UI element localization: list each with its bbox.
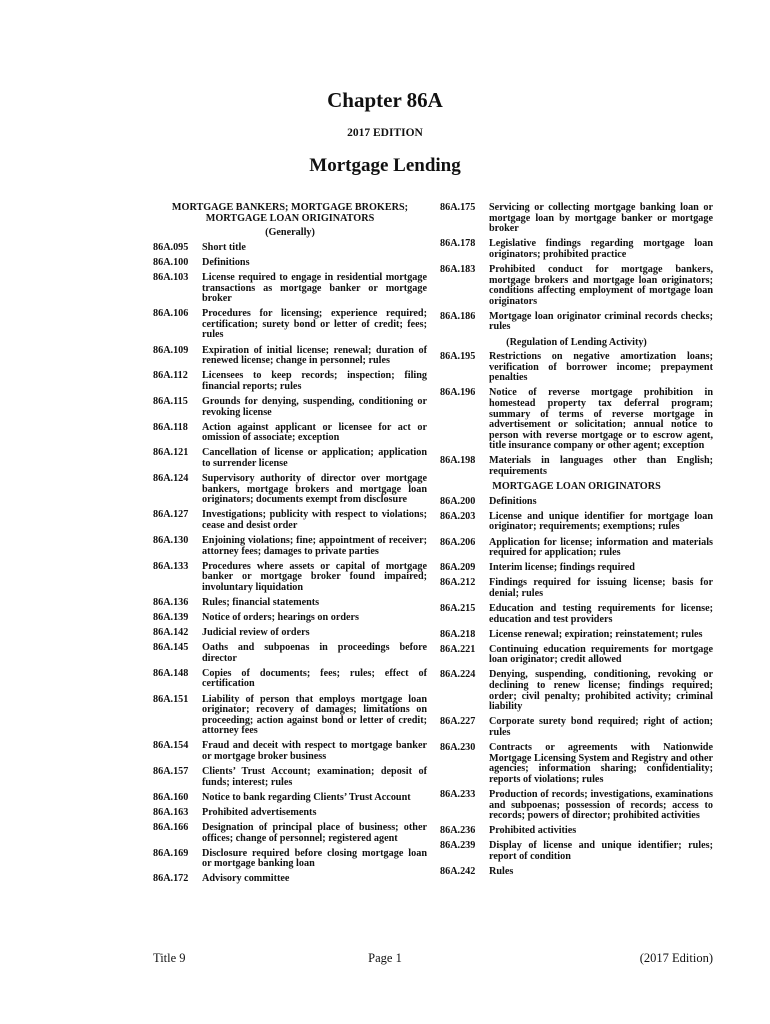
section-entry: [153, 423, 427, 444]
section-number: 86A.239: [440, 840, 476, 852]
section-entry: [440, 743, 713, 785]
section-entry: [440, 203, 713, 235]
section-number: 86A.145: [153, 642, 189, 654]
section-entry: [440, 867, 713, 878]
section-number: 86A.242: [440, 865, 476, 877]
section-entry: [153, 643, 427, 664]
section-title: Prohibited activities: [489, 825, 577, 837]
section-entry: [153, 793, 427, 804]
section-entry: [440, 312, 713, 333]
left-column: [153, 203, 427, 889]
section-number: 86A.195: [440, 351, 476, 363]
section-number: 86A.100: [153, 256, 189, 268]
section-title: Prohibited conduct for mortgage bankers, mortgage brokers and mortgage loan originators; conditions affecting employment of mortgage loan originators: [489, 263, 713, 307]
section-entry: [153, 823, 427, 844]
section-entry: [153, 243, 427, 254]
section-heading: MORTGAGE LOAN ORIGINATORS: [492, 481, 661, 493]
section-entry: [153, 273, 427, 305]
section-entry: [153, 598, 427, 609]
section-number: 86A.206: [440, 536, 476, 548]
section-title: Judicial review of orders: [202, 627, 310, 639]
section-number: 86A.227: [440, 716, 476, 728]
section-title: Liability of person that employs mortgage loan originator; recovery of damages; limitations on proceeding; action against bond or letter of credit; attorney fees: [202, 693, 427, 737]
section-title: Grounds for denying, suspending, conditioning or revoking license: [202, 395, 427, 418]
section-title: License and unique identifier for mortgage loan originator; requirements; exemptions; rules: [489, 510, 713, 533]
section-entry: [153, 258, 427, 269]
section-number: 86A.218: [440, 628, 476, 640]
section-entry: [440, 717, 713, 738]
section-title: Restrictions on negative amortization loans; verification of borrower income; prepayment penalties: [489, 351, 713, 384]
section-number: 86A.115: [153, 395, 188, 407]
section-number: 86A.154: [153, 740, 189, 752]
section-entry: [440, 497, 713, 508]
section-number: 86A.124: [153, 472, 189, 484]
section-number: 86A.200: [440, 495, 476, 507]
section-entry: [153, 628, 427, 639]
footer-edition: (2017 Edition): [639, 951, 713, 965]
section-title: Licensees to keep records; inspection; filing financial reports; rules: [202, 370, 427, 392]
section-title: Fraud and deceit with respect to mortgage banker or mortgage broker business: [202, 740, 427, 763]
section-number: 86A.160: [153, 791, 189, 803]
section-title: Enjoining violations; fine; appointment of receiver; attorney fees; damages to private parties: [202, 534, 427, 557]
section-entry: [153, 562, 427, 594]
section-entry: [440, 352, 713, 384]
section-entry: [153, 346, 427, 367]
section-title: Contracts or agreements with Nationwide Mortgage Licensing System and Registry and other agencies; information sharing; confidentiality; reports of violations; rules: [489, 742, 713, 785]
edition-label: 2017 EDITION: [347, 127, 423, 139]
section-title: Mortgage loan originator criminal records checks; rules: [489, 310, 713, 333]
section-title: Definitions: [489, 495, 537, 507]
section-title: Copies of documents; fees; rules; effect of certification: [202, 667, 427, 690]
section-number: 86A.236: [440, 825, 476, 837]
section-entry: [440, 670, 713, 712]
section-title: Rules: [489, 865, 514, 877]
section-entry: [153, 669, 427, 690]
section-entry: [440, 790, 713, 822]
section-title: Education and testing requirements for license; education and test providers: [489, 603, 713, 625]
footer-title: Title 9: [153, 951, 186, 965]
section-title: Notice of reverse mortgage prohibition in homestead property tax deferral program; summary of terms of reverse mortgage in advertisement or solicitation; annual notice to person with reverse mortgage or to escrow agent, title insurance company or other agent; exception: [489, 387, 713, 452]
section-title: Procedures where assets or capital of mortgage banker or mortgage broker found impaired; involuntary liquidation: [202, 560, 427, 593]
section-entry: [440, 826, 713, 837]
section-entry: [153, 808, 427, 819]
section-title: Disclosure required before closing mortgage loan or mortgage banking loan: [202, 847, 427, 870]
section-number: 86A.175: [440, 202, 476, 213]
section-number: 86A.151: [153, 693, 189, 705]
footer-page-number: Page 1: [368, 951, 402, 965]
right-column: [440, 203, 713, 882]
right-entry-list-b: [440, 352, 713, 478]
section-title: Application for license; information and materials required for application; rules: [489, 536, 713, 559]
section-title: Investigations; publicity with respect to violations; cease and desist order: [202, 509, 427, 531]
section-number: 86A.103: [153, 271, 189, 283]
section-entry: [153, 849, 427, 870]
section-entry: [153, 767, 427, 788]
section-title: Corporate surety bond required; right of action; rules: [489, 716, 713, 738]
section-number: 86A.112: [153, 370, 188, 382]
section-number: 86A.230: [440, 742, 476, 754]
section-title: Expiration of initial license; renewal; duration of renewed license; change in personnel; rules: [202, 344, 427, 367]
section-entry: [153, 874, 427, 885]
section-entry: [440, 239, 713, 260]
section-number: 86A.109: [153, 344, 189, 356]
section-number: 86A.166: [153, 822, 189, 833]
section-title: Short title: [202, 241, 246, 253]
section-title: Interim license; findings required: [489, 562, 635, 574]
section-entry: [153, 448, 427, 469]
section-number: 86A.221: [440, 643, 476, 655]
section-number: 86A.203: [440, 510, 476, 522]
section-entry: [153, 371, 427, 392]
section-entry: [153, 474, 427, 506]
section-title: License renewal; expiration; reinstatement; rules: [489, 628, 703, 640]
chapter-subject: Mortgage Lending: [309, 155, 461, 176]
section-entry: [153, 613, 427, 624]
section-title: Notice to bank regarding Clients’ Trust Account: [202, 791, 411, 803]
section-entry: [440, 645, 713, 666]
section-entry: [153, 397, 427, 418]
section-entry: [440, 538, 713, 559]
section-number: 86A.118: [153, 421, 188, 433]
section-number: 86A.139: [153, 612, 189, 623]
section-title: Procedures for licensing; experience required; certification; surety bond or letter of credit; fees; rules: [202, 308, 427, 341]
section-number: 86A.127: [153, 509, 189, 521]
chapter-title: Chapter 86A: [327, 88, 443, 112]
section-number: 86A.142: [153, 627, 189, 639]
section-title: Materials in languages other than English; requirements: [489, 455, 713, 478]
section-entry: [440, 456, 713, 477]
section-entry: [153, 309, 427, 341]
section-title: Findings required for issuing license; basis for denial; rules: [489, 577, 713, 599]
section-number: 86A.183: [440, 263, 476, 275]
section-number: 86A.157: [153, 766, 189, 778]
section-title: Clients’ Trust Account; examination; deposit of funds; interest; rules: [202, 766, 427, 788]
section-entry: [153, 536, 427, 557]
right-entry-list-a: [440, 203, 713, 333]
section-subheading: (Generally): [265, 227, 315, 239]
section-title: Servicing or collecting mortgage banking loan or mortgage loan by mortgage banker or mortgage broker: [489, 202, 713, 235]
section-number: 86A.148: [153, 667, 189, 679]
section-title: Legislative findings regarding mortgage loan originators; prohibited practice: [489, 238, 713, 260]
section-number: 86A.172: [153, 873, 189, 885]
section-number: 86A.233: [440, 788, 476, 800]
section-title: Rules; financial statements: [202, 596, 320, 608]
section-entry: [440, 265, 713, 307]
section-title: Advisory committee: [202, 873, 290, 885]
section-entry: [440, 388, 713, 452]
section-number: 86A.198: [440, 455, 476, 467]
section-title: Supervisory authority of director over mortgage bankers, mortgage brokers and mortgage loan originators; documents exempt from disclosure: [202, 472, 427, 506]
section-entry: [153, 695, 427, 737]
section-title: Cancellation of license or application; application to surrender license: [202, 447, 427, 469]
section-number: 86A.224: [440, 669, 476, 681]
section-number: 86A.169: [153, 847, 189, 859]
section-heading: MORTGAGE BANKERS; MORTGAGE BROKERS; MORTGAGE LOAN ORIGINATORS: [171, 202, 409, 224]
section-number: 86A.163: [153, 806, 189, 818]
section-entry: [153, 741, 427, 762]
section-entry: [440, 512, 713, 533]
section-number: 86A.209: [440, 562, 476, 574]
section-entry: [440, 563, 713, 574]
section-title: License required to engage in residential mortgage transactions as mortgage banker or mortgage broker: [202, 271, 427, 305]
left-entry-list: [153, 243, 427, 885]
section-entry: [440, 841, 713, 862]
section-entry: [440, 630, 713, 641]
section-title: Definitions: [202, 256, 250, 268]
section-number: 86A.186: [440, 310, 476, 322]
section-title: Continuing education requirements for mortgage loan originator; credit allowed: [489, 643, 713, 666]
section-title: Designation of principal place of business; other offices; change of personnel; registered agent: [202, 822, 427, 844]
section-number: 86A.121: [153, 447, 189, 459]
section-subheading: (Regulation of Lending Activity): [506, 336, 647, 348]
section-number: 86A.178: [440, 238, 476, 250]
section-title: Production of records; investigations, examinations and subpoenas; possession of records; access to records; powers of director; prohibited activities: [489, 788, 713, 822]
section-number: 86A.215: [440, 603, 476, 614]
section-number: 86A.106: [153, 308, 189, 320]
section-number: 86A.196: [440, 387, 476, 399]
section-title: Oaths and subpoenas in proceedings before director: [202, 642, 427, 664]
section-title: Display of license and unique identifier; rules; report of condition: [489, 840, 713, 862]
section-entry: [440, 578, 713, 599]
section-number: 86A.212: [440, 577, 476, 589]
section-title: Denying, suspending, conditioning, revoking or declining to renew license; findings required; order; civil penalty; prohibited activity; criminal liability: [489, 669, 713, 713]
section-number: 86A.133: [153, 560, 189, 572]
section-entry: [153, 510, 427, 531]
section-title: Notice of orders; hearings on orders: [202, 612, 360, 623]
section-title: Action against applicant or licensee for act or omission of associate; exception: [202, 421, 427, 444]
right-entry-list-c: [440, 497, 713, 878]
section-number: 86A.130: [153, 534, 189, 546]
section-number: 86A.095: [153, 241, 189, 253]
section-number: 86A.136: [153, 596, 189, 608]
section-entry: [440, 604, 713, 625]
section-title: Prohibited advertisements: [202, 806, 317, 818]
